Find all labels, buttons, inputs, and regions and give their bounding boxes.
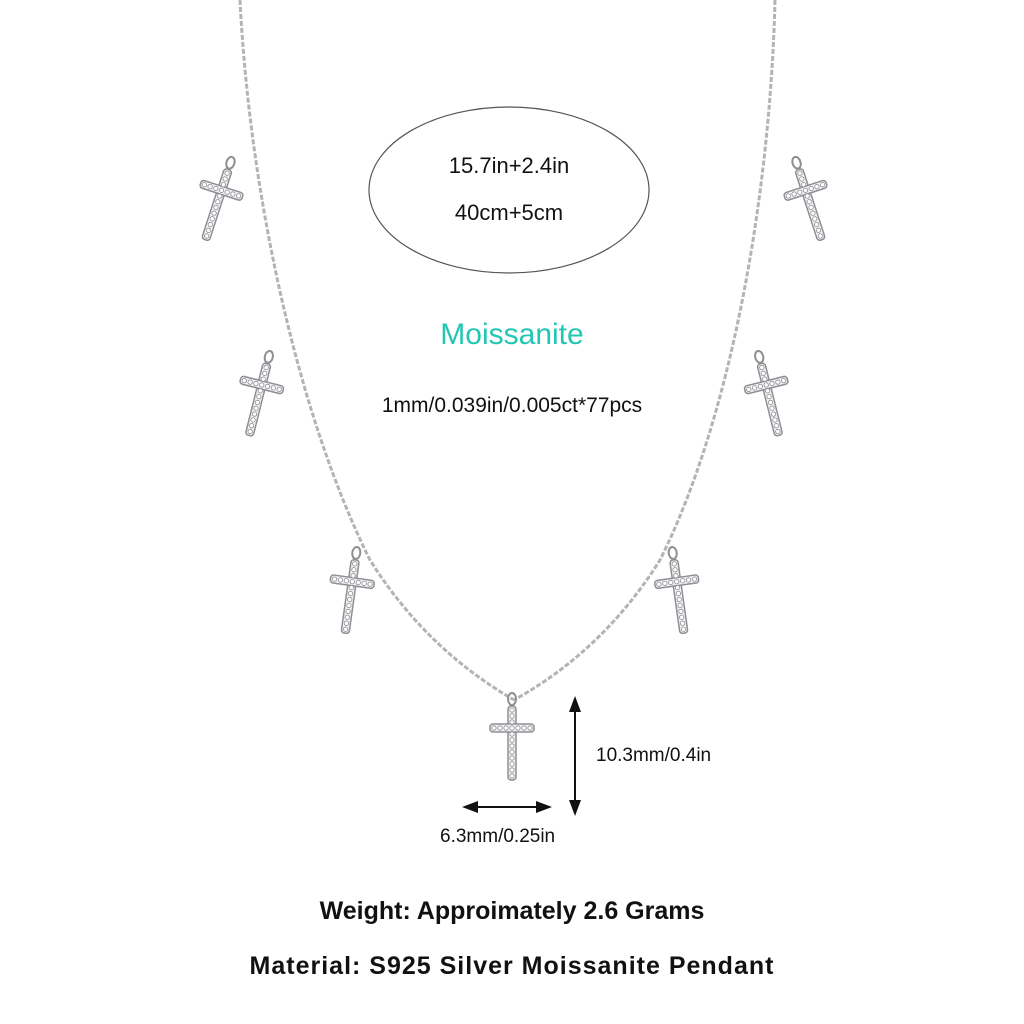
height-label: 10.3mm/0.4in: [596, 745, 712, 766]
height-dimension-arrow: [569, 696, 581, 816]
width-label: 6.3mm/0.25in: [440, 826, 556, 847]
material-line: Material: S925 Silver Moissanite Pendant: [249, 952, 775, 980]
cross-pendant: [736, 346, 800, 441]
cross-pendant: [490, 693, 534, 780]
cross-pendant: [228, 346, 292, 441]
length-cm-label: 40cm+5cm: [454, 200, 564, 225]
cross-pendant: [650, 544, 706, 636]
length-inch-label: 15.7in+2.4in: [448, 153, 570, 178]
cross-pendant: [774, 150, 843, 246]
cross-pendant: [185, 150, 254, 246]
stone-title: Moissanite: [440, 318, 584, 351]
stone-spec: 1mm/0.039in/0.005ct*77pcs: [381, 394, 643, 417]
weight-line: Weight: Approimately 2.6 Grams: [319, 897, 705, 925]
length-badge: [369, 107, 649, 273]
width-dimension-arrow: [462, 801, 552, 813]
